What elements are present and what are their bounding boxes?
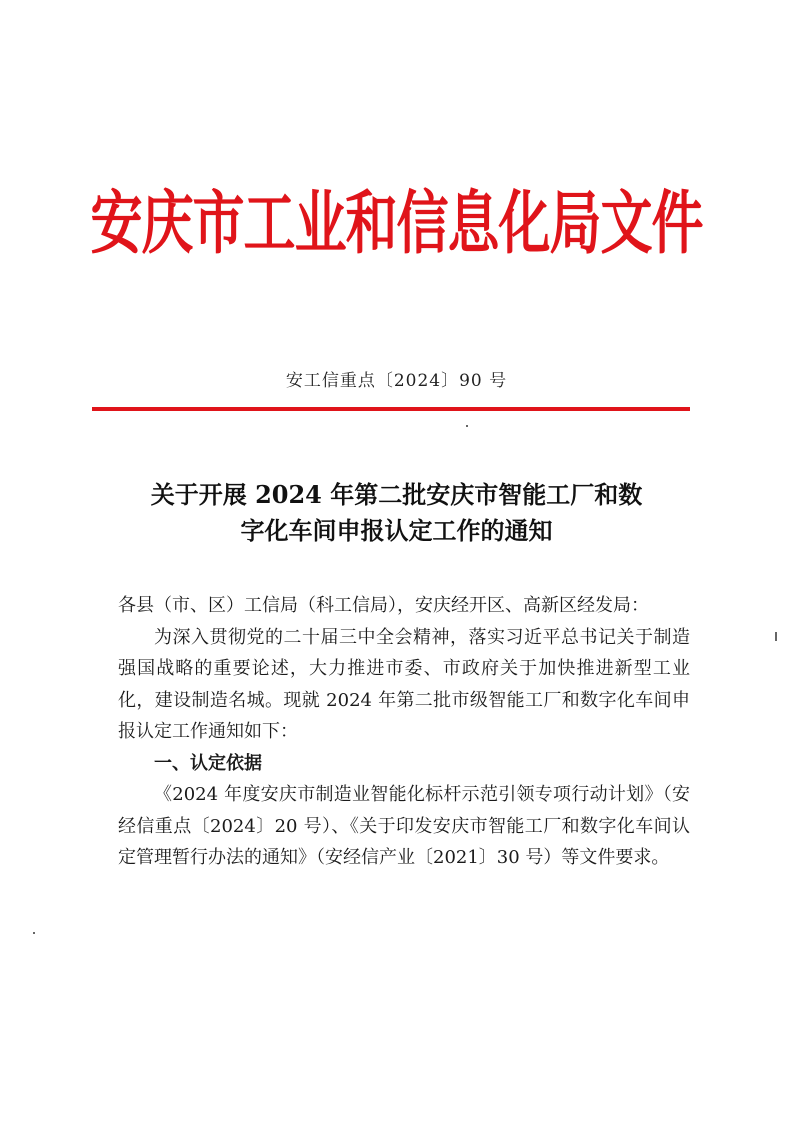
masthead-title: 安庆市工业和信息化局文件 — [90, 185, 703, 265]
addressee: 各县（市、区）工信局（科工信局），安庆经开区、高新区经发局： — [118, 595, 649, 616]
red-divider-line — [92, 407, 690, 411]
document-number: 安工信重点〔2024〕90 号 — [285, 371, 508, 391]
section-1-paragraph: 《2024 年度安庆市制造业智能化标杆示范引领专项行动计划》（安经信重点〔2024〕20 号）、《关于印发安庆市智能工厂和数字化车间认定管理暂行办法的通知》（安经信产业〔2021〕30 号）等文件要求。 — [118, 784, 690, 868]
intro-paragraph: 为深入贯彻党的二十届三中全会精神，落实习近平总书记关于制造强国战略的重要论述，大力推进市委、市政府关于加快推进新型工业化，建设制造名城。现就 2024 年第二批市级智能工厂和数字化车间申报认定工作通知如下： — [118, 626, 690, 742]
document-body — [118, 590, 690, 874]
scan-speck — [775, 632, 777, 641]
document-title — [100, 477, 693, 549]
document-title-line-2: 字化车间申报认定工作的通知 — [240, 516, 553, 545]
document-title-line-1: 关于开展 2024 年第二批安庆市智能工厂和数 — [150, 480, 643, 509]
scan-speck — [33, 932, 35, 934]
scan-speck — [466, 425, 468, 427]
section-1-heading: 一、认定依据 — [154, 752, 262, 774]
